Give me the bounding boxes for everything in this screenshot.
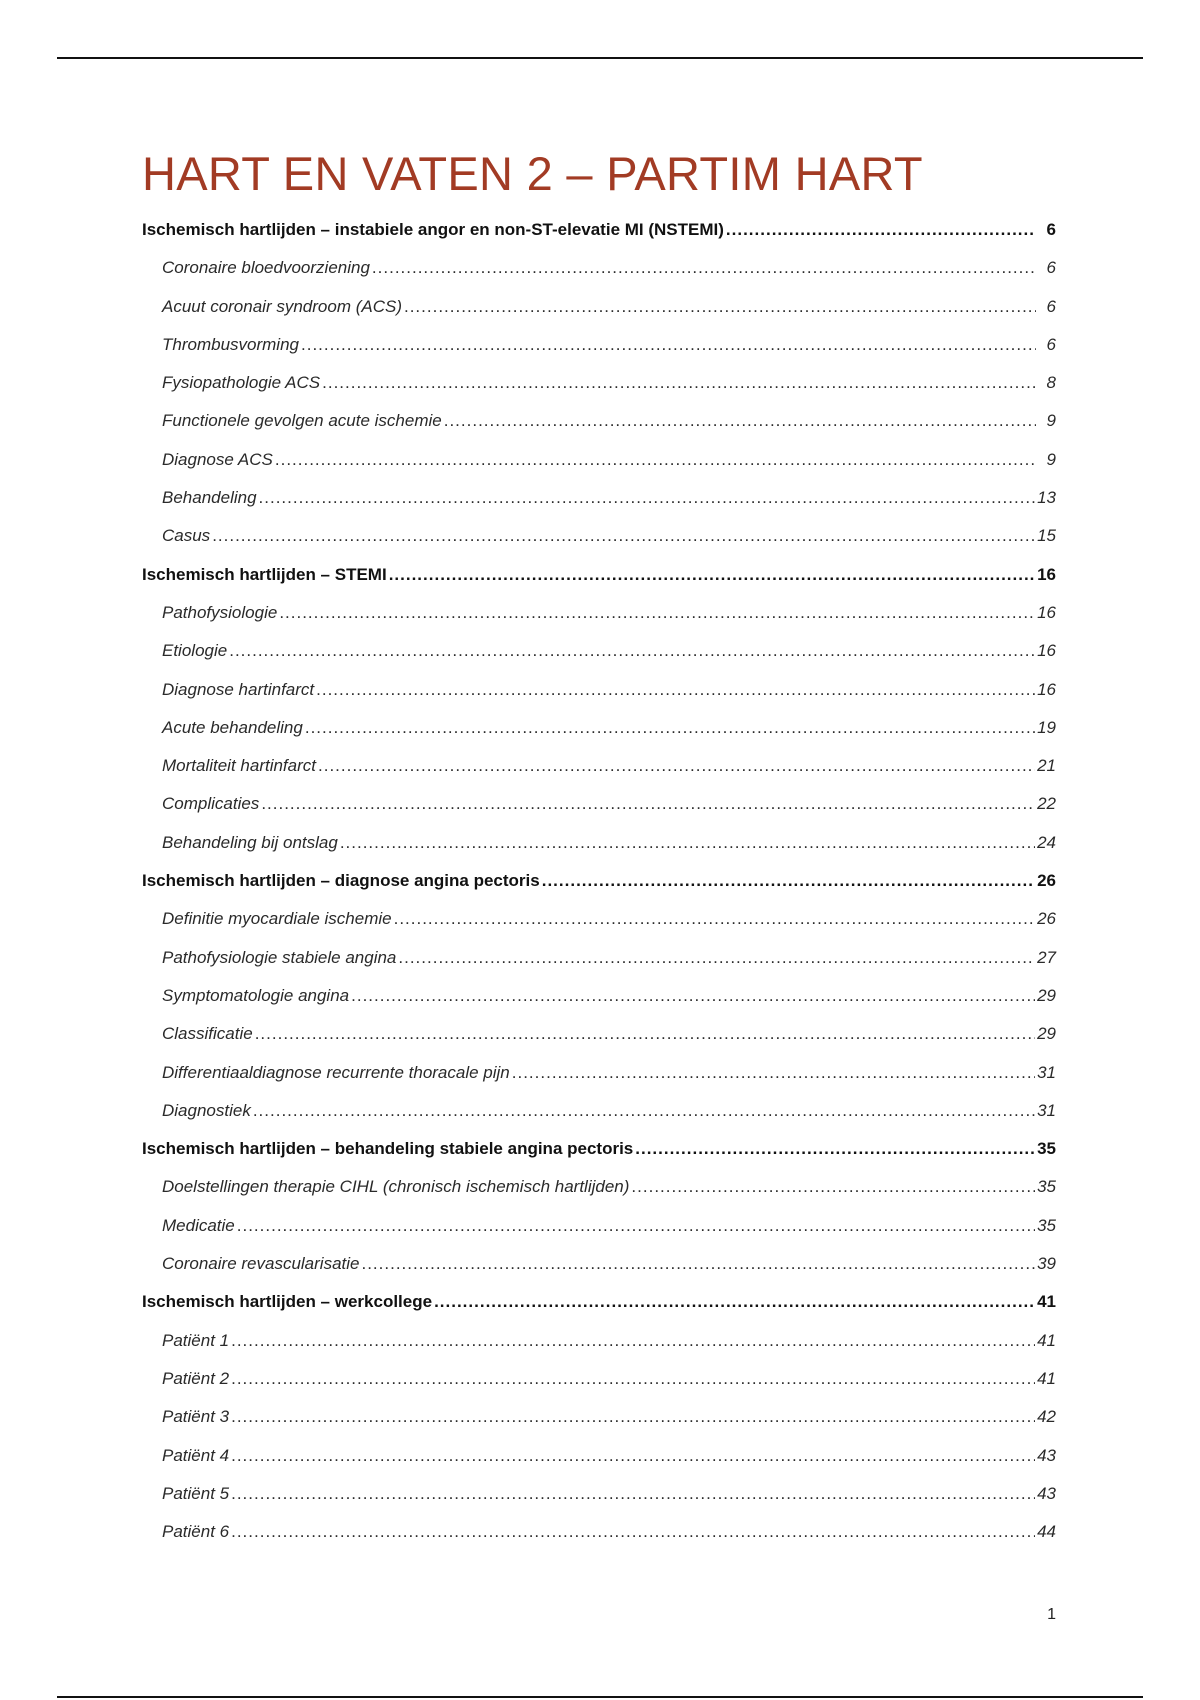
toc-dot-leader (231, 1322, 1035, 1360)
document-title: HART EN VATEN 2 – PARTIM HART (142, 147, 923, 200)
toc-entry-label: Patiënt 5 (162, 1483, 230, 1503)
table-of-contents (142, 211, 1056, 1551)
toc-entry-page: 43 (1037, 1445, 1056, 1465)
toc-dot-leader (231, 1513, 1035, 1551)
toc-entry-page: 44 (1037, 1522, 1056, 1542)
toc-entry-label: Patiënt 1 (162, 1330, 230, 1350)
toc-dot-leader (444, 402, 1036, 440)
toc-entry-label: Etiologie (162, 641, 228, 661)
toc-dot-leader (322, 364, 1036, 402)
toc-dot-leader (398, 939, 1035, 977)
toc-entry-label: Complicaties (162, 794, 260, 814)
toc-section-entry[interactable] (142, 1398, 1056, 1436)
toc-entry-label: Diagnose hartinfarct (162, 679, 315, 699)
toc-dot-leader (259, 479, 1036, 517)
toc-chapter-entry[interactable] (142, 1283, 1056, 1321)
toc-section-entry[interactable] (142, 288, 1056, 326)
toc-entry-page: 35 (1037, 1177, 1056, 1197)
toc-section-entry[interactable] (142, 517, 1056, 555)
toc-entry-page: 27 (1037, 947, 1056, 967)
toc-entry-label: Behandeling bij ontslag (162, 832, 338, 852)
toc-entry-page: 16 (1037, 679, 1056, 699)
toc-entry-page: 42 (1037, 1407, 1056, 1427)
toc-chapter-entry[interactable] (142, 556, 1056, 594)
toc-chapter-entry[interactable] (142, 211, 1056, 249)
toc-dot-leader (631, 1168, 1035, 1206)
toc-chapter-entry[interactable] (142, 1130, 1056, 1168)
toc-dot-leader (229, 632, 1035, 670)
toc-section-entry[interactable] (142, 364, 1056, 402)
toc-dot-leader (231, 1475, 1035, 1513)
toc-entry-page: 9 (1046, 449, 1056, 469)
toc-dot-leader (361, 1245, 1035, 1283)
toc-section-entry[interactable] (142, 709, 1056, 747)
toc-entry-label: Ischemisch hartlijden – behandeling stabiele angina pectoris (142, 1139, 634, 1159)
toc-entry-label: Definitie myocardiale ischemie (162, 909, 392, 929)
toc-entry-label: Ischemisch hartlijden – STEMI (142, 564, 387, 584)
toc-entry-label: Acute behandeling (162, 717, 303, 737)
toc-entry-label: Diagnose ACS (162, 449, 273, 469)
toc-section-entry[interactable] (142, 402, 1056, 440)
toc-entry-label: Pathofysiologie (162, 602, 278, 622)
toc-entry-label: Diagnostiek (162, 1100, 251, 1120)
toc-dot-leader (318, 747, 1035, 785)
toc-entry-page: 29 (1037, 985, 1056, 1005)
toc-dot-leader (237, 1207, 1035, 1245)
toc-entry-page: 22 (1037, 794, 1056, 814)
toc-dot-leader (301, 326, 1036, 364)
toc-entry-page: 9 (1046, 411, 1056, 431)
toc-dot-leader (434, 1283, 1035, 1321)
toc-entry-page: 16 (1037, 641, 1056, 661)
toc-entry-label: Doelstellingen therapie CIHL (chronisch ischemisch hartlijden) (162, 1177, 630, 1197)
toc-section-entry[interactable] (142, 900, 1056, 938)
toc-dot-leader (340, 824, 1035, 862)
toc-entry-page: 41 (1037, 1330, 1056, 1350)
toc-dot-leader (351, 977, 1035, 1015)
toc-section-entry[interactable] (142, 1207, 1056, 1245)
toc-entry-label: Ischemisch hartlijden – werkcollege (142, 1292, 433, 1312)
toc-entry-label: Medicatie (162, 1215, 235, 1235)
toc-dot-leader (275, 441, 1036, 479)
toc-entry-page: 6 (1046, 334, 1056, 354)
toc-dot-leader (231, 1360, 1035, 1398)
toc-section-entry[interactable] (142, 1245, 1056, 1283)
toc-entry-page: 26 (1037, 871, 1056, 891)
toc-entry-page: 6 (1046, 258, 1056, 278)
toc-dot-leader (372, 249, 1036, 287)
toc-section-entry[interactable] (142, 977, 1056, 1015)
toc-dot-leader (404, 288, 1036, 326)
toc-entry-label: Coronaire revascularisatie (162, 1254, 360, 1274)
toc-section-entry[interactable] (142, 747, 1056, 785)
toc-dot-leader (231, 1398, 1035, 1436)
toc-entry-page: 8 (1046, 373, 1056, 393)
toc-entry-page: 15 (1037, 526, 1056, 546)
toc-entry-page: 26 (1037, 909, 1056, 929)
toc-entry-page: 6 (1046, 220, 1056, 239)
toc-entry-label: Ischemisch hartlijden – diagnose angina pectoris (142, 871, 540, 891)
toc-dot-leader (261, 785, 1035, 823)
toc-entry-page: 39 (1037, 1254, 1056, 1274)
toc-entry-label: Symptomatologie angina (162, 985, 350, 1005)
toc-entry-label: Thrombusvorming (162, 334, 299, 354)
toc-entry-label: Fysiopathologie ACS (162, 373, 321, 393)
toc-dot-leader (512, 1054, 1035, 1092)
toc-entry-page: 16 (1037, 602, 1056, 622)
toc-entry-label: Classificatie (162, 1024, 253, 1044)
toc-entry-page: 6 (1046, 296, 1056, 316)
footer-rule (57, 1696, 1143, 1698)
toc-dot-leader (212, 517, 1035, 555)
toc-entry-page: 21 (1037, 756, 1056, 776)
toc-entry-label: Functionele gevolgen acute ischemie (162, 411, 442, 431)
toc-section-entry[interactable] (142, 479, 1056, 517)
toc-section-entry[interactable] (142, 594, 1056, 632)
toc-section-entry[interactable] (142, 1168, 1056, 1206)
toc-entry-label: Mortaliteit hartinfarct (162, 756, 316, 776)
toc-section-entry[interactable] (142, 824, 1056, 862)
toc-section-entry[interactable] (142, 1054, 1056, 1092)
toc-entry-page: 41 (1037, 1368, 1056, 1388)
toc-section-entry[interactable] (142, 1437, 1056, 1475)
toc-section-entry[interactable] (142, 632, 1056, 670)
toc-section-entry[interactable] (142, 441, 1056, 479)
toc-entry-label: Differentiaaldiagnose recurrente thoracale pijn (162, 1062, 510, 1082)
toc-section-entry[interactable] (142, 939, 1056, 977)
toc-section-entry[interactable] (142, 1322, 1056, 1360)
toc-entry-page: 31 (1037, 1100, 1056, 1120)
toc-entry-page: 13 (1037, 488, 1056, 508)
toc-section-entry[interactable] (142, 326, 1056, 364)
toc-dot-leader (394, 900, 1035, 938)
toc-section-entry[interactable] (142, 671, 1056, 709)
toc-dot-leader (389, 556, 1035, 594)
toc-entry-label: Pathofysiologie stabiele angina (162, 947, 397, 967)
toc-entry-label: Patiënt 6 (162, 1522, 230, 1542)
toc-entry-label: Patiënt 3 (162, 1407, 230, 1427)
toc-entry-page: 41 (1037, 1292, 1056, 1312)
toc-entry-page: 31 (1037, 1062, 1056, 1082)
toc-section-entry[interactable] (142, 1513, 1056, 1551)
toc-entry-label: Ischemisch hartlijden – instabiele angor en non-ST-elevatie MI (NSTEMI) (142, 220, 724, 239)
toc-dot-leader (253, 1092, 1035, 1130)
toc-section-entry[interactable] (142, 1015, 1056, 1053)
toc-chapter-entry[interactable] (142, 862, 1056, 900)
toc-entry-page: 43 (1037, 1483, 1056, 1503)
toc-entry-label: Patiënt 2 (162, 1368, 230, 1388)
toc-dot-leader (279, 594, 1035, 632)
toc-entry-page: 24 (1037, 832, 1056, 852)
toc-entry-page: 19 (1037, 717, 1056, 737)
toc-entry-label: Acuut coronair syndroom (ACS) (162, 296, 402, 316)
toc-entry-label: Casus (162, 526, 211, 546)
toc-section-entry[interactable] (142, 785, 1056, 823)
toc-entry-label: Behandeling (162, 488, 257, 508)
toc-entry-page: 16 (1037, 564, 1056, 584)
toc-dot-leader (635, 1130, 1035, 1168)
page-number: 1 (1047, 1606, 1056, 1623)
toc-entry-page: 35 (1037, 1139, 1056, 1159)
toc-dot-leader (305, 709, 1035, 747)
toc-entry-label: Patiënt 4 (162, 1445, 230, 1465)
toc-section-entry[interactable] (142, 1092, 1056, 1130)
header-rule (57, 57, 1143, 59)
toc-section-entry[interactable] (142, 1475, 1056, 1513)
toc-dot-leader (231, 1437, 1035, 1475)
toc-entry-label: Coronaire bloedvoorziening (162, 258, 370, 278)
toc-section-entry[interactable] (142, 1360, 1056, 1398)
toc-section-entry[interactable] (142, 249, 1056, 287)
toc-dot-leader (316, 671, 1035, 709)
toc-dot-leader (542, 862, 1035, 900)
toc-entry-page: 29 (1037, 1024, 1056, 1044)
toc-dot-leader (726, 211, 1036, 249)
toc-entry-page: 35 (1037, 1215, 1056, 1235)
toc-dot-leader (255, 1015, 1035, 1053)
